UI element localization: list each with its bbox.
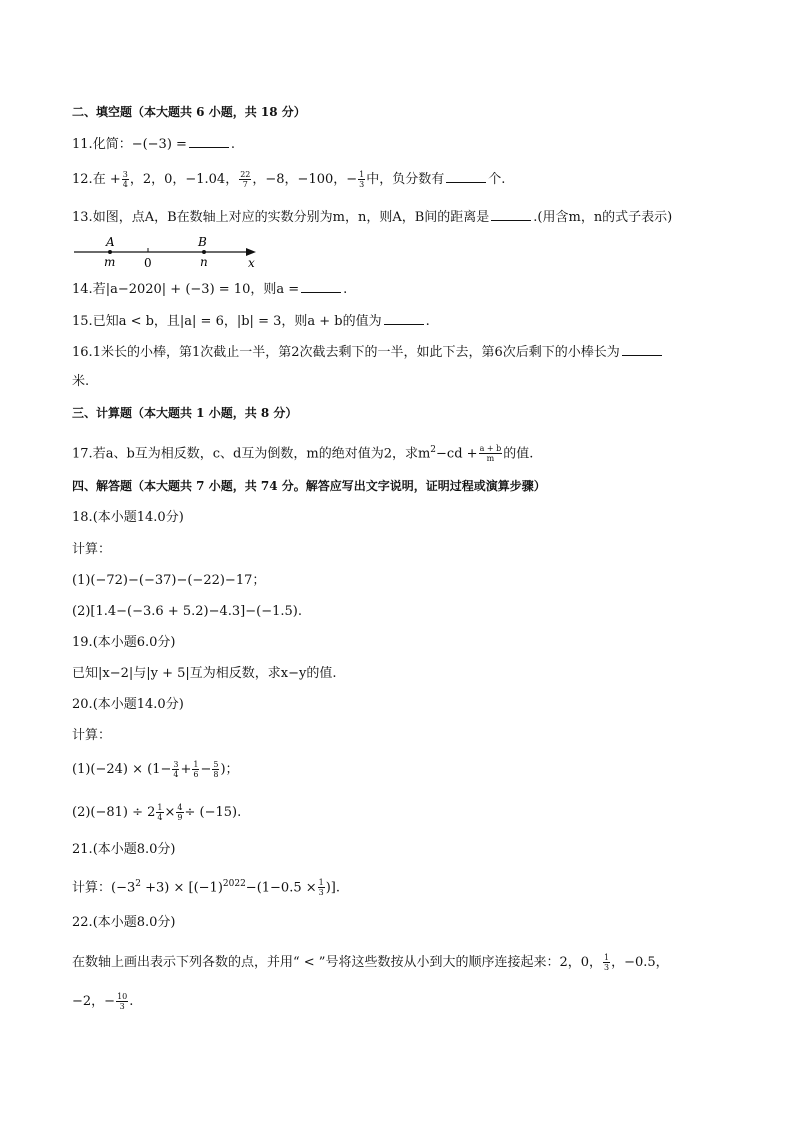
text-segment: .: [129, 994, 134, 1009]
question-number: 14.: [72, 282, 93, 297]
number-line-figure: [70, 232, 270, 270]
denominator: 3: [604, 963, 610, 972]
text-segment: (1)(−24) × (1−: [72, 762, 172, 777]
question-text: 如图，点A，B在数轴上对应的实数分别为m，n，则A，B间的距离是: [92, 210, 490, 225]
label-b: B: [198, 235, 207, 249]
denominator: 8: [213, 770, 219, 779]
question-22-text-line-2: [72, 992, 133, 1011]
text-segment: +: [180, 762, 192, 777]
numerator: 3: [173, 760, 179, 769]
question-score: (本小题14.0分): [92, 510, 184, 525]
question-20-intro: 计算：: [72, 728, 112, 743]
numerator: 10: [117, 992, 128, 1001]
text-segment: −cd +: [436, 446, 478, 462]
denominator: 4: [122, 180, 128, 189]
numerator: 1: [157, 803, 163, 812]
denominator: 3: [318, 888, 324, 898]
label-m: m: [104, 255, 116, 269]
question-text: 若|a−2020| + (−3) = 10，则a =: [92, 282, 300, 297]
denominator: 3: [359, 180, 365, 189]
question-end: .(用含m，n的式子表示): [533, 210, 673, 225]
question-20-part-1: [72, 760, 239, 779]
text-segment: −2，−: [72, 994, 116, 1009]
fraction: [156, 803, 163, 822]
answer-blank: [446, 170, 486, 183]
superscript: 2: [430, 445, 437, 455]
question-text: 1米长的小棒，第1次截止一半，第2次截去剩下的一半，如此下去，第6次后剩下的小棒长为: [92, 345, 620, 360]
question-number: 19.: [72, 635, 93, 650]
fraction: [358, 170, 365, 189]
question-12: [72, 170, 505, 189]
numerator: 1: [604, 953, 610, 962]
question-21-header: [72, 841, 176, 859]
point-b-dot: [202, 250, 206, 254]
question-18-header: [72, 509, 184, 527]
text-segment: −: [200, 762, 212, 777]
fraction: [176, 803, 183, 822]
axis-arrow-icon: [246, 248, 256, 256]
text-segment: 中，负分数有: [366, 172, 445, 187]
fraction: [318, 878, 325, 897]
question-score: (本小题8.0分): [92, 915, 176, 930]
question-number: 15.: [72, 314, 93, 329]
section-4-title: 四、解答题（本大题共 7 小题，共 74 分。解答应写出文字说明，证明过程或演算步骤）: [72, 479, 546, 493]
question-17: [72, 441, 533, 463]
question-13: [72, 208, 672, 227]
question-11: [72, 135, 235, 154]
numerator: 5: [213, 760, 219, 769]
question-end: .: [343, 282, 348, 297]
fraction: [212, 760, 219, 779]
denominator: 3: [119, 1002, 125, 1011]
fraction: [239, 170, 251, 189]
denominator: 7: [242, 180, 248, 189]
fraction: [479, 444, 503, 463]
question-number: 22.: [72, 915, 93, 930]
question-18-intro: 计算：: [72, 542, 112, 557]
text-segment: )].: [325, 880, 340, 896]
question-number: 20.: [72, 697, 93, 712]
superscript: 2022: [222, 879, 246, 889]
question-19-text: 已知|x−2|与|y + 5|互为相反数，求x−y的值.: [72, 666, 337, 681]
question-number: 13.: [72, 210, 93, 225]
question-number: 11.: [72, 137, 93, 152]
text-segment: −(1−0.5 ×: [245, 880, 317, 896]
question-16: [72, 343, 664, 362]
question-score: (本小题14.0分): [92, 697, 184, 712]
superscript: 2: [135, 879, 141, 889]
fraction: [116, 992, 128, 1011]
question-end: .: [425, 314, 430, 329]
fraction: [122, 170, 129, 189]
text-segment: 若a、b互为相反数，c、d互为倒数，m的绝对值为2，求m: [92, 446, 431, 462]
denominator: 4: [157, 813, 163, 822]
question-score: (本小题8.0分): [92, 842, 176, 857]
numerator: 22: [240, 170, 251, 179]
fraction: [603, 953, 610, 972]
text-segment: 的值.: [503, 446, 534, 462]
question-number: 17.: [72, 446, 93, 462]
question-number: 21.: [72, 842, 93, 857]
question-text: 已知a < b，且|a| = 6，|b| = 3，则a + b的值为: [92, 314, 382, 329]
fraction: [172, 760, 179, 779]
text-segment: ×: [164, 805, 176, 820]
question-22-header: [72, 914, 176, 932]
numerator: 3: [122, 170, 128, 179]
text-segment: )；: [220, 762, 239, 777]
question-14: [72, 280, 347, 299]
question-22-text: [72, 953, 669, 972]
numerator: 1: [318, 878, 324, 888]
question-score: (本小题6.0分): [92, 635, 176, 650]
text-segment: ，2，0，−1.04，: [129, 172, 239, 187]
text-segment: 计算：(−3: [72, 880, 136, 896]
answer-blank: [384, 312, 424, 325]
denominator: 6: [193, 770, 199, 779]
numerator: 4: [177, 803, 183, 812]
point-a-dot: [108, 250, 112, 254]
text-segment: 在数轴上画出表示下列各数的点，并用“ < ”号将这些数按从小到大的顺序连接起来：2，0，: [72, 955, 602, 970]
question-15: [72, 312, 430, 331]
answer-blank: [491, 208, 531, 221]
label-x: x: [248, 256, 255, 270]
question-19-header: [72, 634, 176, 652]
question-end: 个.: [488, 172, 506, 187]
question-text: 化简：−(−3) =: [92, 137, 187, 152]
denominator: m: [486, 454, 495, 464]
question-16-end: 米.: [72, 374, 90, 389]
text-segment: ，−8，−100，−: [252, 172, 358, 187]
numerator: a + b: [479, 444, 502, 454]
denominator: 9: [177, 813, 183, 822]
numerator: 1: [359, 170, 365, 179]
text-segment: ÷ (−15).: [184, 805, 242, 820]
section-3-title: 三、计算题（本大题共 1 小题，共 8 分）: [72, 406, 298, 420]
question-number: 16.: [72, 345, 93, 360]
fraction: [192, 760, 199, 779]
question-18-part-2: (2)[1.4−(−3.6 + 5.2)−4.3]−(−1.5).: [72, 604, 302, 619]
answer-blank: [189, 135, 229, 148]
question-18-part-1: (1)(−72)−(−37)−(−22)−17；: [72, 573, 266, 588]
answer-blank: [301, 280, 341, 293]
denominator: 4: [173, 770, 179, 779]
question-number: 18.: [72, 510, 93, 525]
section-2-title: 二、填空题（本大题共 6 小题，共 18 分）: [72, 105, 306, 119]
text-segment: +3) × [(−1): [140, 880, 223, 896]
answer-blank: [622, 343, 662, 356]
numerator: 1: [193, 760, 199, 769]
question-end: .: [230, 137, 236, 152]
question-number: 12.: [72, 172, 93, 187]
question-20-header: [72, 696, 184, 714]
text-segment: (2)(−81) ÷ 2: [72, 805, 156, 820]
label-n: n: [200, 255, 208, 269]
text-segment: 在 +: [92, 172, 121, 187]
question-21-text: [72, 875, 340, 897]
text-segment: ，−0.5，: [611, 955, 669, 970]
question-20-part-2: [72, 803, 241, 822]
label-zero: 0: [144, 256, 152, 270]
label-a: A: [106, 235, 115, 249]
